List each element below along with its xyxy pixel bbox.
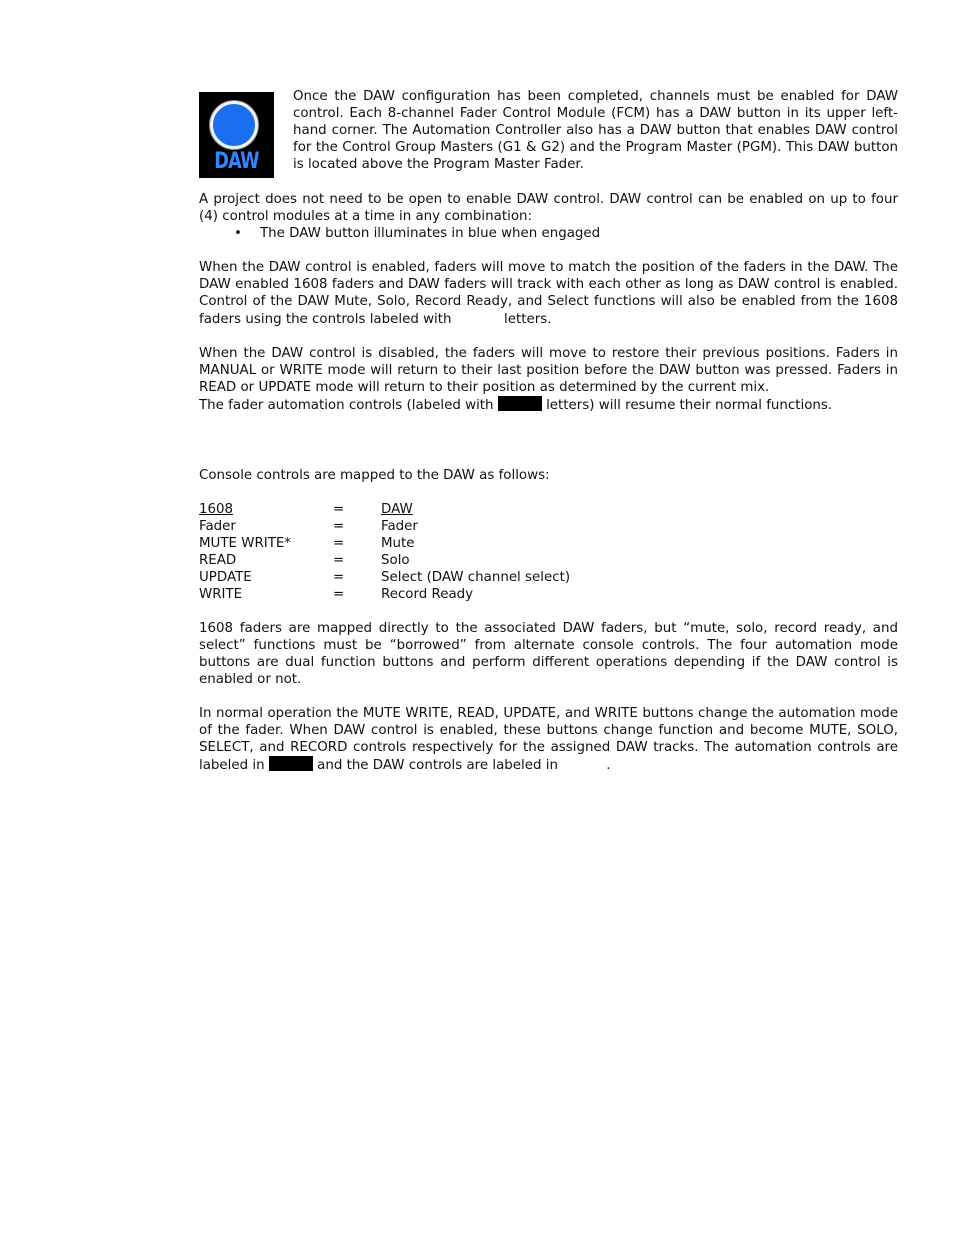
mapping-table xyxy=(199,501,570,603)
table-row xyxy=(199,535,570,552)
table-row xyxy=(199,552,570,569)
mapping-header-eq: = xyxy=(333,502,345,517)
mapping-header-row xyxy=(199,501,570,518)
mapping-eq: = xyxy=(333,587,345,602)
white-label-swatch xyxy=(456,310,500,325)
black-label-swatch xyxy=(269,756,313,771)
automation-controls-text-end: letters) will resume their normal functions. xyxy=(546,398,833,413)
daw-enabled-text: When the DAW control is enabled, faders will move to match the position of the faders in the DAW. The DAW enabled 1608 faders and DAW faders will track with each other as long as DAW control is enabled. Control of the DAW Mute, Solo, Record Ready, and Select functions will also be enabled from the 1608 faders using the controls labeled with xyxy=(199,260,898,327)
mapping-eq: = xyxy=(333,536,345,551)
mapping-eq: = xyxy=(333,519,345,534)
mapping-left: Fader xyxy=(199,519,236,534)
daw-enabled-text-end: letters. xyxy=(504,312,552,327)
mapping-header-daw: DAW xyxy=(381,502,413,517)
automation-controls-line xyxy=(199,396,898,414)
normal-operation-text-end: . xyxy=(606,758,611,773)
intro-paragraph: Once the DAW configuration has been completed, channels must be enabled for DAW control. Each 8-channel Fader Control Module (FCM) has a DAW button in its upper left-hand corner. The Automation Controller also has a DAW button that enables DAW control for the Control Group Masters (G1 & G2) and the Program Master (PGM). This DAW button is located above the Program Master Fader. xyxy=(293,89,898,172)
mapping-header-1608: 1608 xyxy=(199,502,234,517)
mapping-right: Mute xyxy=(381,536,415,551)
document-body xyxy=(199,88,898,774)
mapping-right: Select (DAW channel select) xyxy=(381,570,571,585)
table-row xyxy=(199,569,570,586)
intro-section xyxy=(199,88,898,174)
mapping-left: MUTE WRITE* xyxy=(199,536,292,551)
mapping-right: Record Ready xyxy=(381,587,474,602)
mapping-left: WRITE xyxy=(199,587,243,602)
mapping-intro: Console controls are mapped to the DAW as follows: xyxy=(199,468,550,483)
daw-disabled-text: When the DAW control is disabled, the faders will move to restore their previous positions. Faders in MANUAL or WRITE mode will return to their last position before the DAW button was pressed. Faders in READ or UPDATE mode will return to their position as determined by the current mix. xyxy=(199,346,898,395)
mapping-left: UPDATE xyxy=(199,570,252,585)
mapping-right: Fader xyxy=(381,519,418,534)
daw-disabled-paragraph xyxy=(199,345,898,396)
bullet-list xyxy=(199,225,898,242)
normal-operation-text: In normal operation the MUTE WRITE, READ, UPDATE, and WRITE buttons change the automation mode of the fader. When DAW control is enabled, these buttons change function and become MUTE, SOLO, SELECT, and RECORD controls respectively for the assigned DAW tracks. The automation controls are labeled in xyxy=(199,706,898,773)
faders-paragraph: 1608 faders are mapped directly to the associated DAW faders, but “mute, solo, record ready, and select” functions must be “borrowed” from alternate console controls. The four automation mode buttons are dual function buttons and perform different operations depending if the DAW control is enabled or not. xyxy=(199,621,898,687)
daw-button-label: DAW xyxy=(214,149,259,174)
white-label-swatch xyxy=(562,756,606,771)
daw-enabled-paragraph xyxy=(199,259,898,328)
automation-controls-text: The fader automation controls (labeled with xyxy=(199,398,494,413)
mapping-eq: = xyxy=(333,570,345,585)
table-row xyxy=(199,586,570,603)
project-paragraph: A project does not need to be open to enable DAW control. DAW control can be enabled on up to four (4) control modules at a time in any combination: xyxy=(199,192,898,224)
normal-operation-text-mid: and the DAW controls are labeled in xyxy=(317,758,558,773)
mapping-left: READ xyxy=(199,553,237,568)
table-row xyxy=(199,518,570,535)
bullet-item: • The DAW button illuminates in blue when engaged xyxy=(234,225,898,242)
daw-button-light-icon xyxy=(210,101,258,149)
mapping-right: Solo xyxy=(381,553,410,568)
daw-button-image xyxy=(199,92,274,178)
normal-operation-paragraph xyxy=(199,705,898,774)
black-label-swatch xyxy=(498,396,542,411)
mapping-eq: = xyxy=(333,553,345,568)
